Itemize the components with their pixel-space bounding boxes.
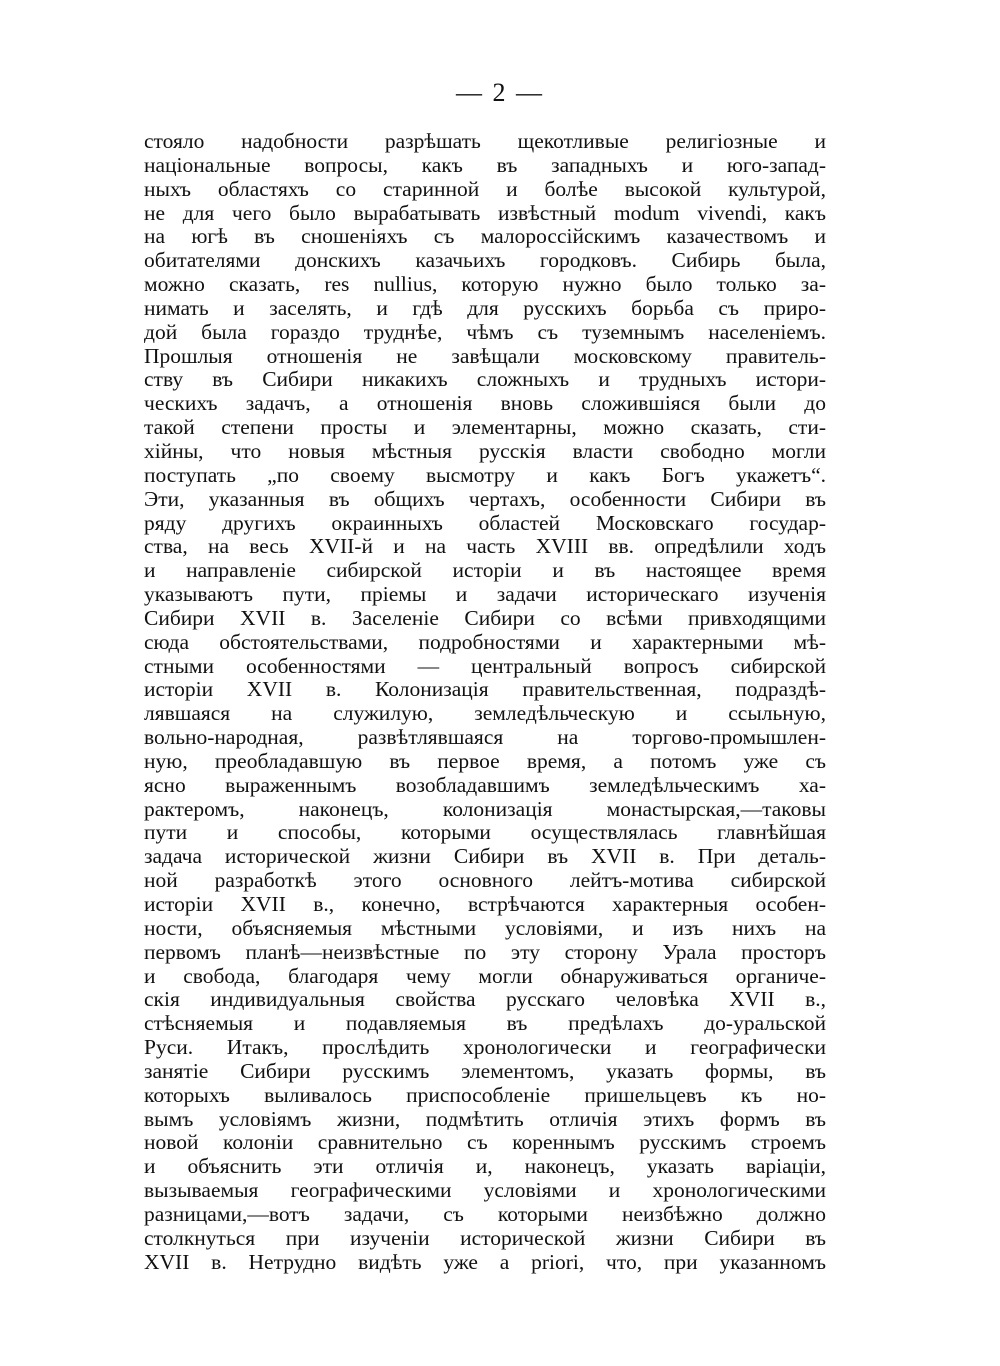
text-line: первомъ планѣ—неизвѣстные по эту сторону Урала просторъ bbox=[144, 940, 826, 964]
text-line: хійны, что новыя мѣстныя русскія власти свободно могли bbox=[144, 439, 826, 463]
text-line: пути и способы, которыми осуществлялась главнѣйшая bbox=[144, 821, 826, 845]
text-line: занятіе Сибири русскимъ элементомъ, указать формы, въ bbox=[144, 1059, 826, 1083]
text-line: и свобода, благодаря чему могли обнаруживаться органиче- bbox=[144, 964, 826, 988]
text-line: XVII в. Нетрудно видѣть уже a priori, что, при указанномъ bbox=[144, 1250, 826, 1274]
text-line: обитателями донскихъ казачьихъ городковъ. Сибирь была, bbox=[144, 249, 826, 273]
text-line: національные вопросы, какъ въ западныхъ и юго-запад- bbox=[144, 153, 826, 177]
text-line: ческихъ задачъ, а отношенія вновь сложившіяся были до bbox=[144, 392, 826, 416]
text-line: ряду другихъ окраинныхъ областей Московскаго государ- bbox=[144, 511, 826, 535]
text-line: разницами,—вотъ задачи, съ которыми неизбѣжно должно bbox=[144, 1202, 826, 1226]
text-line: можно сказать, res nullius, которую нужно было только за- bbox=[144, 273, 826, 297]
text-line: новой колоніи сравнительно съ кореннымъ русскимъ строемъ bbox=[144, 1131, 826, 1155]
text-line: Руси. Итакъ, прослѣдить хронологически и географически bbox=[144, 1036, 826, 1060]
text-line: вызываемыя географическими условіями и хронологическими bbox=[144, 1179, 826, 1203]
text-line: ясно выраженнымъ возобладавшимъ земледѣльческимъ ха- bbox=[144, 773, 826, 797]
text-line: ныхъ областяхъ со старинной и болѣе высокой культурой, bbox=[144, 177, 826, 201]
text-line: ства, на весь XVII-й и на часть XVIII вв. опредѣлили ходъ bbox=[144, 535, 826, 559]
text-line: ству въ Сибири никакихъ сложныхъ и трудныхъ истори- bbox=[144, 368, 826, 392]
text-line: такой степени просты и элементарны, можно сказать, сти- bbox=[144, 416, 826, 440]
text-line: рактеромъ, наконецъ, колонизація монастырская,—таковы bbox=[144, 797, 826, 821]
text-line: скія индивидуальныя свойства русскаго человѣка XVII в., bbox=[144, 988, 826, 1012]
text-line: ной разработкѣ этого основного лейтъ-мотива сибирской bbox=[144, 869, 826, 893]
text-line: стѣсняемыя и подавляемыя въ предѣлахъ до-уральской bbox=[144, 1012, 826, 1036]
text-line: исторіи XVII в. Колонизація правительственная, подраздѣ- bbox=[144, 678, 826, 702]
text-line: Сибири XVII в. Заселеніе Сибири со всѣми привходящими bbox=[144, 606, 826, 630]
body-text bbox=[144, 130, 826, 1275]
text-line: нимать и заселять, и гдѣ для русскихъ борьба съ приро- bbox=[144, 296, 826, 320]
text-line: лявшаяся на служилую, земледѣльческую и ссыльную, bbox=[144, 702, 826, 726]
text-line: сюда обстоятельствами, подробностями и характерными мѣ- bbox=[144, 630, 826, 654]
text-line: и направленіе сибирской исторіи и въ настоящее время bbox=[144, 559, 826, 583]
text-line: ную, преобладавшую въ первое время, а потомъ уже съ bbox=[144, 749, 826, 773]
text-line: стояло надобности разрѣшать щекотливые религіозные и bbox=[144, 130, 826, 153]
text-line: не для чего было вырабатывать извѣстный modum vivendi, какъ bbox=[144, 201, 826, 225]
page-number: — 2 — bbox=[456, 78, 544, 107]
text-line: задача исторической жизни Сибири въ XVII в. При деталь- bbox=[144, 845, 826, 869]
text-line: Прошлыя отношенія не завѣщали московскому правитель- bbox=[144, 344, 826, 368]
text-line: указываютъ пути, пріемы и задачи историческаго изученія bbox=[144, 583, 826, 607]
text-line: ности, объясняемыя мѣстными условіями, и изъ нихъ на bbox=[144, 916, 826, 940]
text-line: на югѣ въ сношеніяхъ съ малороссійскимъ казачествомъ и bbox=[144, 225, 826, 249]
text-line: исторіи XVII в., конечно, встрѣчаются характерныя особен- bbox=[144, 893, 826, 916]
text-line: поступать „по своему высмотру и какъ Богъ укажетъ“. bbox=[144, 463, 826, 487]
text-line: столкнуться при изученіи исторической жизни Сибири въ bbox=[144, 1226, 826, 1250]
text-line: вольно-народная, развѣтлявшаяся на торгово-промышлен- bbox=[144, 726, 826, 750]
text-line: вымъ условіямъ жизни, подмѣтить отличія этихъ формъ въ bbox=[144, 1107, 826, 1131]
text-line: дой была гораздо труднѣе, чѣмъ съ туземнымъ населеніемъ. bbox=[144, 320, 826, 344]
text-line: Эти, указанныя въ общихъ чертахъ, особенности Сибири въ bbox=[144, 487, 826, 511]
text-line: которыхъ выливалось приспособленіе пришельцевъ къ но- bbox=[144, 1083, 826, 1107]
text-line: стными особенностями — центральный вопросъ сибирской bbox=[144, 654, 826, 678]
text-line: и объяснить эти отличія и, наконецъ, указать варіаціи, bbox=[144, 1155, 826, 1179]
